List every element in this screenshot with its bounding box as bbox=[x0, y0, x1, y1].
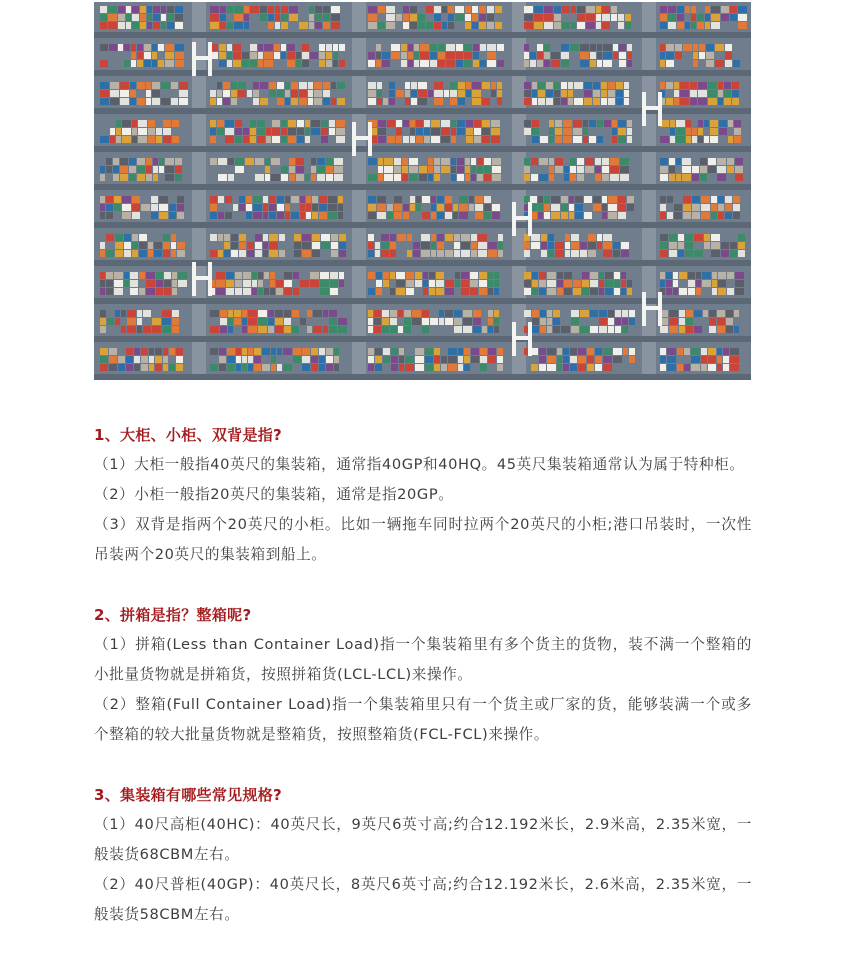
paragraph: （2）40尺普柜(40GP)：40英尺长，8英尺6英寸高;约合12.192米长，2.6米高，2.35米宽，一般装货58CBM左右。 bbox=[94, 876, 752, 923]
paragraph: （1）拼箱(Less than Container Load)指一个集装箱里有多个货主的货物，装不满一个整箱的小批量货物就是拼箱货，按照拼箱货(LCL-LCL)来操作。 bbox=[94, 636, 752, 683]
section-1 bbox=[94, 420, 752, 570]
paragraph: （1）40尺高柜(40HC)：40英尺长，9英尺6英寸高;约合12.192米长，2.9米高，2.35米宽，一般装货68CBM左右。 bbox=[94, 816, 752, 863]
hero-image bbox=[94, 2, 751, 380]
paragraph: （3）双背是指两个20英尺的小柜。比如一辆拖车同时拉两个20英尺的小柜;港口吊装时，一次性吊装两个20英尺的集装箱到船上。 bbox=[94, 516, 752, 563]
section-3 bbox=[94, 780, 752, 930]
paragraph: （2）整箱(Full Container Load)指一个集装箱里只有一个货主或厂家的货，能够装满一个或多个整箱的较大批量货物就是整箱货，按照整箱货(FCL-FCL)来操作。 bbox=[94, 696, 752, 743]
paragraph: （1）大柜一般指40英尺的集装箱，通常指40GP和40HQ。45英尺集装箱通常认为属于特种柜。 bbox=[94, 456, 745, 473]
article-body bbox=[94, 420, 752, 930]
section-2 bbox=[94, 600, 752, 750]
section-title: 1、大柜、小柜、双背是指? bbox=[94, 426, 283, 444]
article bbox=[94, 2, 752, 960]
section-title: 3、集装箱有哪些常见规格? bbox=[94, 786, 283, 804]
paragraph: （2）小柜一般指20英尺的集装箱，通常是指20GP。 bbox=[94, 486, 454, 503]
section-title: 2、拼箱是指？整箱呢? bbox=[94, 606, 252, 624]
